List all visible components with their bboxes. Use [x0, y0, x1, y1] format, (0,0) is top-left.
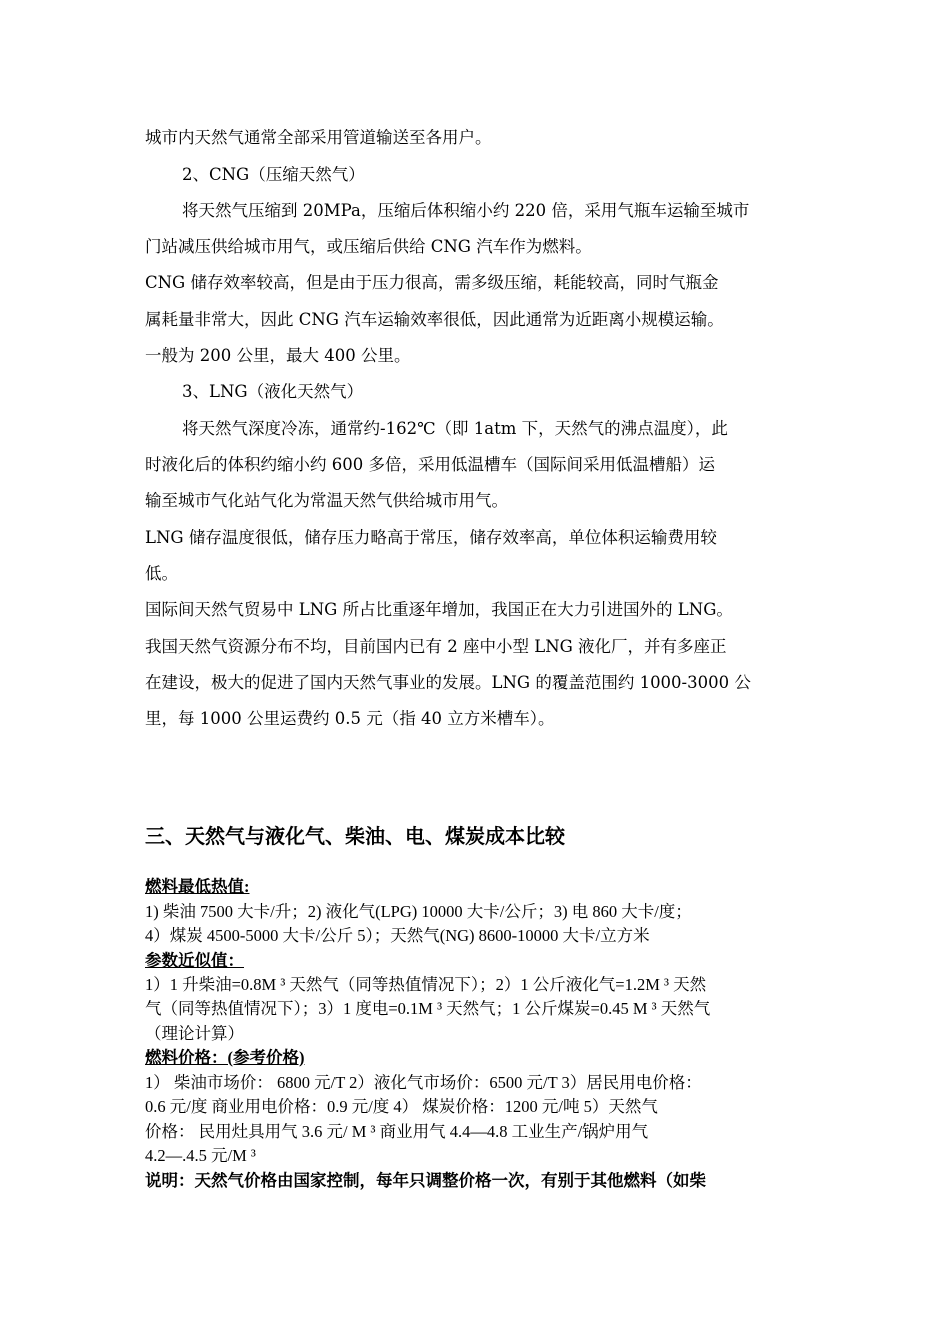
price-line: 4.2—.4.5 元/M ³: [145, 1146, 256, 1165]
params-line: （理论计算）: [145, 1024, 244, 1043]
body-line: 输至城市气化站气化为常温天然气供给城市用气。: [145, 491, 508, 510]
params-line: 1）1 升柴油=0.8M ³ 天然气（同等热值情况下）；2）1 公斤液化气=1.2M ³ 天然: [145, 975, 707, 994]
body-line: 属耗量非常大，因此 CNG 汽车运输效率很低，因此通常为近距离小规模运输。: [145, 310, 724, 329]
params-title: 参数近似值：: [145, 951, 244, 970]
lng-subheading: 3、LNG（液化天然气）: [182, 382, 364, 401]
price-title: 燃料价格：(参考价格): [145, 1048, 305, 1067]
body-line: 将天然气深度冷冻，通常约-162℃（即 1atm 下，天然气的沸点温度），此: [182, 419, 728, 438]
price-line: 1） 柴油市场价： 6800 元/T 2）液化气市场价：6500 元/T 3）居民用电价格：: [145, 1073, 702, 1092]
heat-value-title: 燃料最低热值:: [145, 877, 250, 896]
body-line: LNG 储存温度很低，储存压力略高于常压，储存效率高，单位体积运输费用较: [145, 528, 717, 547]
params-line: 气（同等热值情况下）；3）1 度电=0.1M ³ 天然气；1 公斤煤炭=0.45 M ³ 天然气: [145, 999, 711, 1018]
note-line: 说明：天然气价格由国家控制，每年只调整价格一次，有别于其他燃料（如柴: [145, 1171, 706, 1190]
body-line: 里，每 1000 公里运费约 0.5 元（指 40 立方米槽车）。: [145, 709, 555, 728]
cng-subheading: 2、CNG（压缩天然气）: [182, 165, 365, 184]
price-line: 价格： 民用灶具用气 3.6 元/ M ³ 商业用气 4.4—4.8 工业生产/锅炉用气: [145, 1122, 649, 1141]
body-line: 一般为 200 公里，最大 400 公里。: [145, 346, 411, 365]
body-line: 将天然气压缩到 20MPa，压缩后体积缩小约 220 倍，采用气瓶车运输至城市: [182, 201, 750, 220]
body-line: 国际间天然气贸易中 LNG 所占比重逐年增加，我国正在大力引进国外的 LNG。: [145, 600, 733, 619]
body-line: 我国天然气资源分布不均，目前国内已有 2 座中小型 LNG 液化厂，并有多座正: [145, 637, 727, 656]
heat-value-line: 1) 柴油 7500 大卡/升；2) 液化气(LPG) 10000 大卡/公斤；3) 电 860 大卡/度；: [145, 902, 692, 921]
body-line: CNG 储存效率较高，但是由于压力很高，需多级压缩，耗能较高，同时气瓶金: [145, 273, 719, 292]
section-heading: 三、天然气与液化气、柴油、电、煤炭成本比较: [145, 824, 565, 848]
body-line: 城市内天然气通常全部采用管道输送至各用户。: [145, 128, 492, 147]
body-line: 低。: [145, 564, 178, 583]
body-line: 门站减压供给城市用气，或压缩后供给 CNG 汽车作为燃料。: [145, 237, 592, 256]
price-line: 0.6 元/度 商业用电价格：0.9 元/度 4） 煤炭价格：1200 元/吨 5）天然气: [145, 1097, 658, 1116]
body-line: 在建设，极大的促进了国内天然气事业的发展。LNG 的覆盖范围约 1000-3000 公: [145, 673, 751, 692]
heat-value-line: 4）煤炭 4500-5000 大卡/公斤 5）；天然气(NG) 8600-10000 大卡/立方米: [145, 926, 650, 945]
body-line: 时液化后的体积约缩小约 600 多倍，采用低温槽车（国际间采用低温槽船）运: [145, 455, 715, 474]
